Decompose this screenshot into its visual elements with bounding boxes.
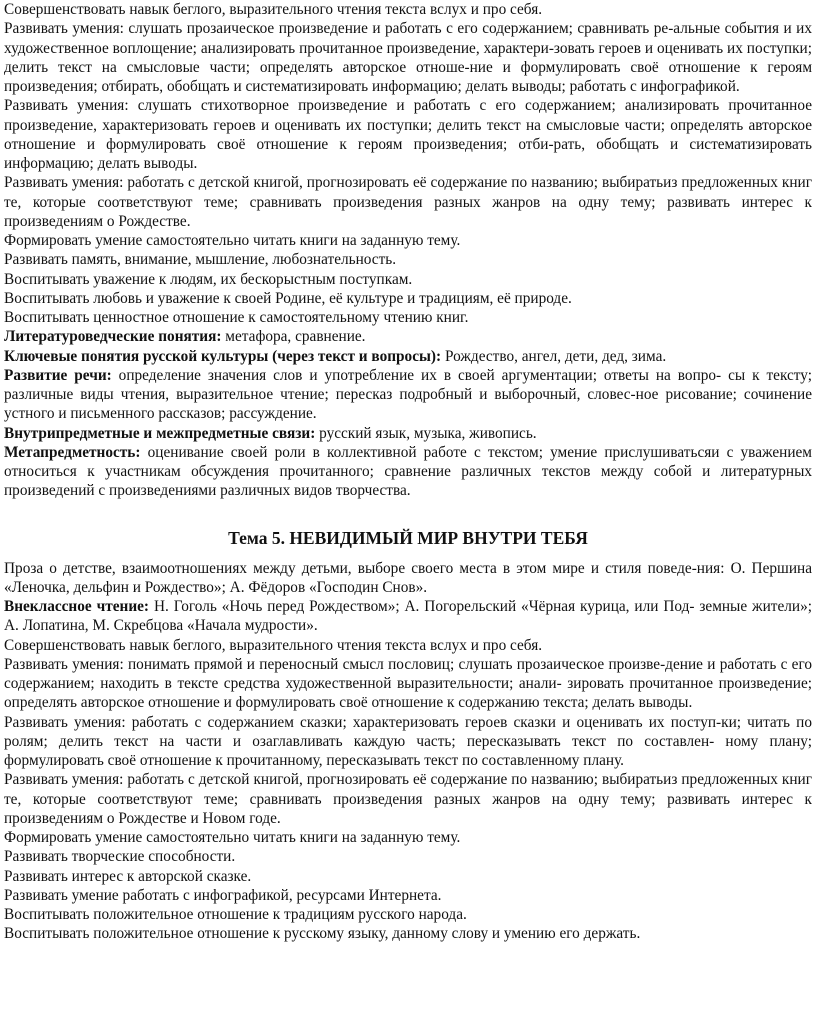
text: определение значения слов и употребление их в своей аргументации; ответы на вопро- сы к тексту; различные виды чтения, выразительное чтение; пересказ подробный и выборочный, словес-ное рисование; сочинение устного и письменного рассказов; рассуждение. bbox=[4, 366, 812, 423]
label: Внутрипредметные и межпредметные связи: bbox=[4, 424, 316, 442]
paragraph: Развивать творческие способности. bbox=[4, 848, 236, 866]
paragraph: Формировать умение самостоятельно читать книги на заданную тему. bbox=[4, 829, 461, 846]
text: Н. Гоголь «Ночь перед Рождеством»; А. Погорельский «Чёрная курица, или Под- земные жители»; А. Лопатина, М. Скребцова «Начала мудрости». bbox=[4, 598, 812, 635]
paragraph: Развивать умение работать с инфографикой, ресурсами Интернета. bbox=[4, 886, 442, 904]
text: оценивание своей роли в коллективной работе с текстом; умение прислушиватьсяи с уважением относиться к участникам обсуждения прочитанного; сравнение различных текстов между собой и литературных произведений с произведениями различных видов творчества. bbox=[4, 443, 812, 500]
label: Ключевые понятия русской культуры (через текст и вопросы): bbox=[4, 347, 442, 365]
text: Рождество, ангел, дети, дед, зима. bbox=[441, 347, 667, 365]
paragraph: Воспитывать любовь и уважение к своей Родине, её культуре и традициям, её природе. bbox=[4, 289, 572, 307]
paragraph: Совершенствовать навык беглого, выразительного чтения текста вслух и про себя. bbox=[4, 636, 543, 654]
label: Литературоведческие понятия: bbox=[4, 328, 222, 346]
paragraph: Воспитывать уважение к людям, их бескорыстным поступкам. bbox=[4, 270, 413, 288]
paragraph: Совершенствовать навык беглого, выразительного чтения текста вслух и про себя. bbox=[4, 1, 543, 18]
paragraph: Воспитывать положительное отношение к русскому языку, данному слову и умению его держать. bbox=[4, 925, 641, 943]
label: Развитие речи: bbox=[4, 366, 112, 384]
paragraph-extracurricular-reading bbox=[4, 597, 812, 636]
paragraph: Формировать умение самостоятельно читать книги на заданную тему. bbox=[4, 232, 461, 249]
paragraph: Развивать умения: работать с содержанием сказки; характеризовать героев сказки и оценивать их поступ-ки; читать по ролям; делить текст на части и озаглавливать каждую часть; пересказывать текст по составлен- ному плану; формулировать своё отношение к прочитанному, пересказывать текст по составленному плану. bbox=[4, 713, 812, 769]
paragraph: Развивать умения: понимать прямой и переносный смысл пословиц; слушать прозаическое произве-дение и работать с его содержанием; находить в тексте средства художественной выразительности; анали- зировать прочитанное произведение; определять авторское отношение и формулировать своё отношение к содержанию текста; делать выводы. bbox=[4, 655, 812, 712]
paragraph: Развивать умения: слушать прозаическое произведение и работать с его содержанием; сравнивать ре-альные события и их художественное воплощение; анализировать прочитанное произведение, характери-зовать героев и оценивать их поступки; делить текст на смысловые части; определять авторское отноше-ние и формулировать своё отношение к героям произведения; отбирать, обобщать и систематизировать информацию; делать выводы; работать с инфографикой. bbox=[4, 20, 812, 95]
label: Внеклассное чтение: bbox=[4, 598, 150, 615]
paragraph: Развивать умения: работать с детской книгой, прогнозировать её содержание по названию; выбиратьиз предложенных книг те, которые соответствуют теме; сравнивать произведения разных жанров на одну тему; развивать интерес к произведениям о Рождестве. bbox=[4, 174, 812, 230]
text: русский язык, музыка, живопись. bbox=[315, 424, 537, 442]
paragraph: Развивать память, внимание, мышление, любознательность. bbox=[4, 251, 397, 269]
paragraph: Проза о детстве, взаимоотношениях между детьми, выборе своего места в этом мире и стиля поведе-ния: О. Першина «Леночка, дельфин и Рождество»; А. Фёдоров «Господин Снов». bbox=[4, 559, 812, 596]
text: метафора, сравнение. bbox=[221, 328, 366, 346]
paragraph: Развивать умения: слушать стихотворное произведение и работать с его содержанием; анализировать прочитанное произведение, характеризовать героев и оценивать их поступки; делить текст на смысловые части; определять авторское отношение и формулировать своё отношение к героям произведения; отби-рать, обобщать и систематизировать информацию; делать выводы. bbox=[4, 97, 812, 172]
paragraph: Воспитывать положительное отношение к традициям русского народа. bbox=[4, 906, 467, 923]
paragraph-metasubject bbox=[4, 443, 812, 501]
label: Метапредметность: bbox=[4, 443, 141, 461]
spacer bbox=[4, 501, 812, 519]
paragraph: Развивать интерес к авторской сказке. bbox=[4, 867, 252, 885]
paragraph-literary-concepts bbox=[4, 327, 812, 346]
paragraph-key-concepts bbox=[4, 347, 812, 366]
paragraph: Воспитывать ценностное отношение к самостоятельному чтению книг. bbox=[4, 309, 469, 326]
paragraph-speech-development bbox=[4, 366, 812, 424]
paragraph-subject-links bbox=[4, 424, 812, 443]
paragraph: Развивать умения: работать с детской книгой, прогнозировать её содержание по названию; выбиратьиз предложенных книг те, которые соответствуют теме; сравнивать произведения разных жанров на одну тему; развивать интерес к произведениям о Рождестве и Новом годе. bbox=[4, 771, 812, 827]
section-heading: Тема 5. НЕВИДИМЫЙ МИР ВНУТРИ ТЕБЯ bbox=[228, 527, 588, 548]
